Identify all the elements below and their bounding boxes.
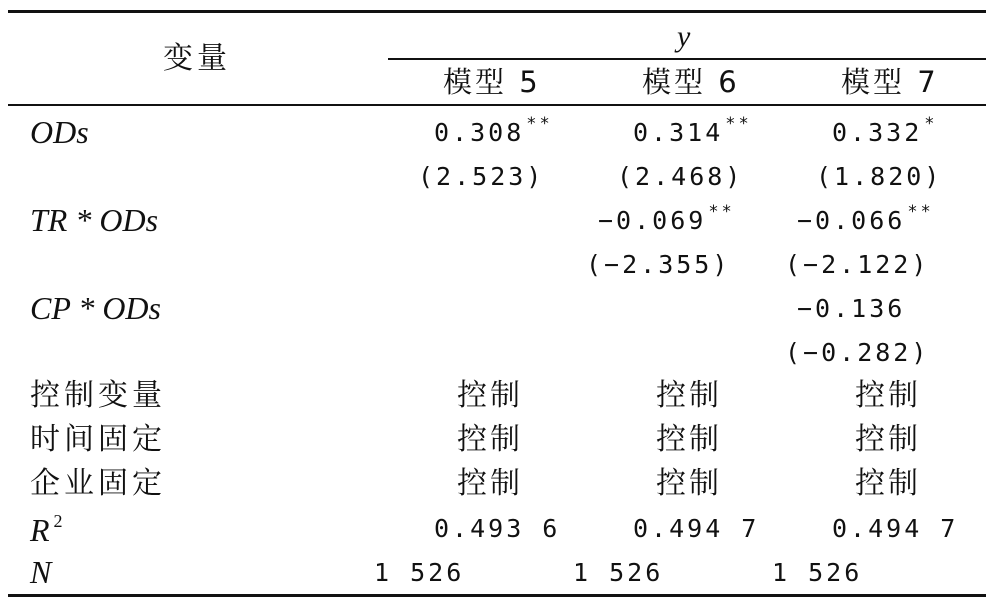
table-cell: −0.069 **	[598, 202, 735, 235]
row-label-ods: ODs	[30, 114, 89, 150]
model-7-header: 模型 7	[841, 65, 939, 99]
superscript: 2	[53, 511, 63, 531]
table-cell: (−2.122)	[785, 250, 930, 279]
table-cell: 控制	[457, 378, 523, 413]
table-cell: 控制	[457, 422, 523, 457]
significance-stars: **	[526, 114, 553, 134]
significance-stars: **	[708, 202, 735, 222]
header-bottom-rule	[8, 104, 986, 106]
table-cell: 控制	[855, 466, 921, 501]
table-cell: 控制	[855, 422, 921, 457]
table-cell: 控制	[656, 466, 722, 501]
table-cell: 控制	[457, 466, 523, 501]
row-label-tr-ods: TR * ODs	[30, 202, 159, 238]
header-sub-rule	[388, 58, 986, 60]
row-label-time-fixed: 时间固定	[30, 422, 166, 457]
model-6-header: 模型 6	[642, 65, 740, 99]
row-label-r-squared: R $^2$	[30, 511, 63, 548]
table-bottom-rule	[8, 594, 986, 597]
table-cell: (2.468)	[617, 162, 744, 191]
row-label-firm-fixed: 企业固定	[30, 466, 166, 501]
table-cell: 0.494 7	[633, 514, 760, 543]
table-cell: 0.493 6	[434, 514, 561, 543]
table-top-rule	[8, 10, 986, 13]
row-label-control-variables: 控制变量	[30, 378, 166, 413]
table-cell: (1.820)	[816, 162, 943, 191]
table-cell: 0.314 **	[633, 114, 752, 147]
table-cell: 1 526	[573, 558, 664, 587]
table-cell: 0.308 **	[434, 114, 553, 147]
row-label-n: N	[30, 554, 52, 590]
table-cell: 控制	[656, 422, 722, 457]
table-cell: −0.066 **	[797, 202, 934, 235]
table-cell: 0.332 *	[832, 114, 938, 147]
model-5-header: 模型 5	[443, 65, 541, 99]
table-cell: (−2.355)	[586, 250, 731, 279]
significance-stars: **	[725, 114, 752, 134]
table-cell: −0.136	[797, 294, 906, 323]
table-cell: (2.523)	[418, 162, 545, 191]
variable-header: 变量	[163, 41, 231, 76]
significance-stars: *	[924, 114, 938, 134]
table-cell: (−0.282)	[785, 338, 930, 367]
dependent-variable-header: y	[677, 20, 691, 53]
table-cell: 1 526	[374, 558, 465, 587]
significance-stars: **	[907, 202, 934, 222]
row-label-cp-ods: CP * ODs	[30, 290, 161, 326]
table-cell: 0.494 7	[832, 514, 959, 543]
table-cell: 1 526	[772, 558, 863, 587]
table-cell: 控制	[855, 378, 921, 413]
table-cell: 控制	[656, 378, 722, 413]
